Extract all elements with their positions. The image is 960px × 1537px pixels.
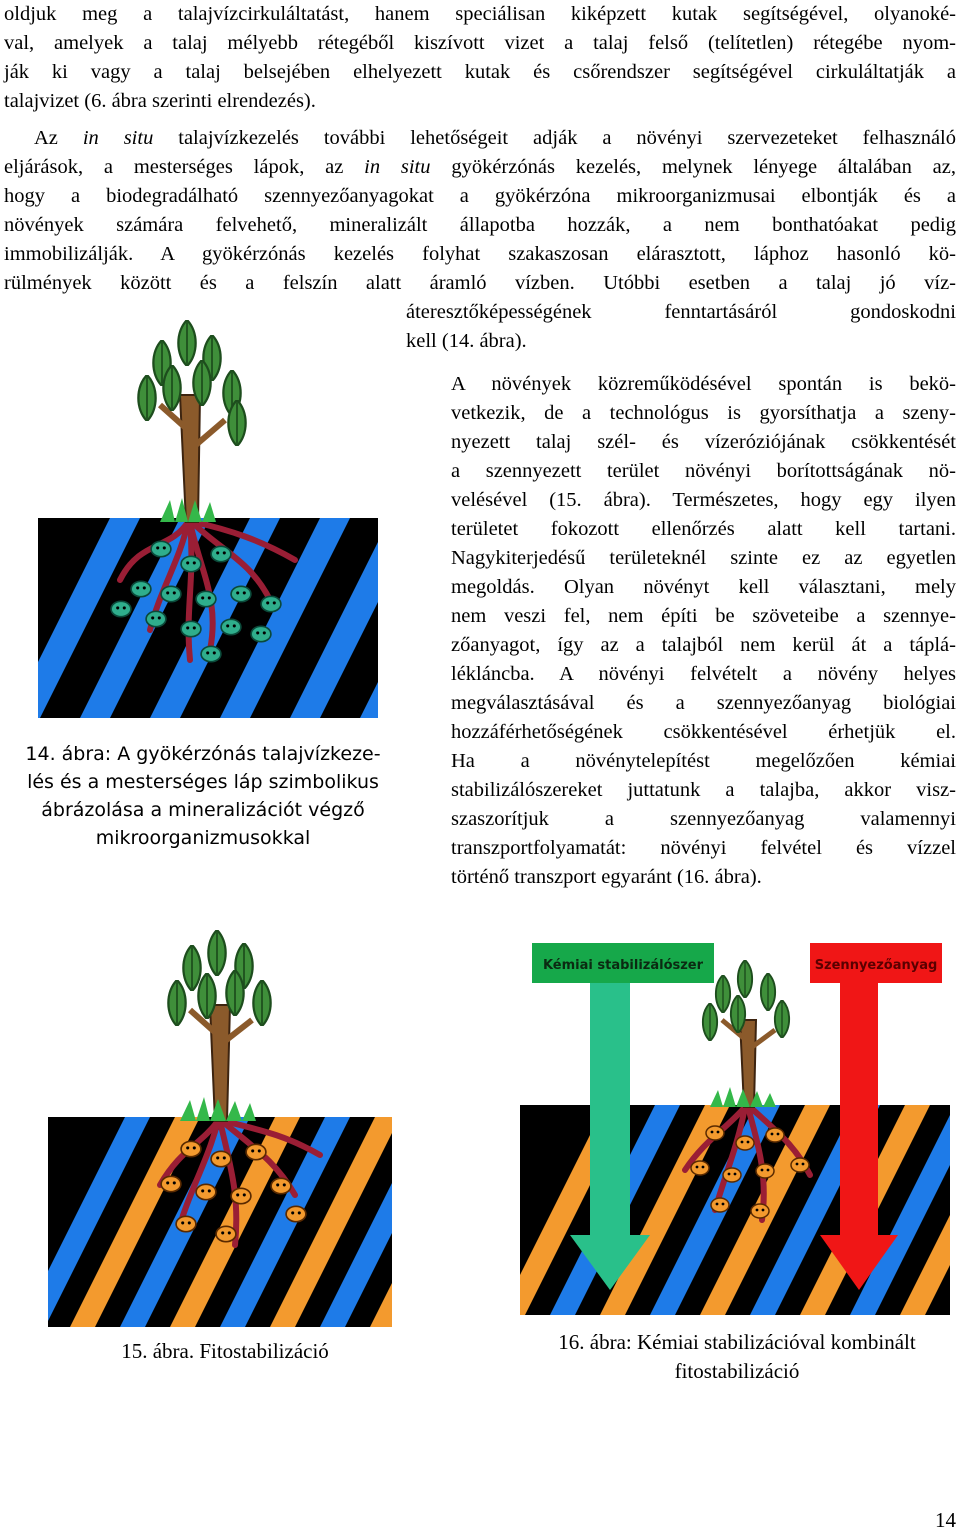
text-line: történő transzport egyaránt (16. ábra). (451, 866, 762, 888)
italic-term: in situ (364, 156, 431, 178)
text-line: velésével (15. ábra). Természetes, hogy egy ilyen (451, 489, 956, 511)
figure-14-caption (4, 740, 402, 852)
text-line: hogy a biodegradálható szennyezőanyagokat a gyökérzóna mikroorganizmusai elbontják és a (4, 185, 956, 207)
text-line: ják ki vagy a talaj belsejében elhelyezett kutak és csőrendszer segítségével cirkuláltatják a (4, 61, 956, 83)
caption-line: fitostabilizáció (674, 1359, 800, 1383)
figure-15-illustration (40, 925, 400, 1335)
text-line: hozzáférhetőségének csökkentésével érhetjük el. (451, 721, 956, 743)
text-run: talajvízkezelés további lehetőségeit adják a növényi szervezeteket felhasználó (153, 127, 956, 149)
text-line: A növények közreműködésével spontán is bekö- (451, 373, 956, 395)
paragraph-3 (451, 370, 956, 892)
figure-15 (40, 925, 400, 1335)
text-line (4, 153, 956, 182)
text-line: áteresztőképességének fenntartásáról gondoskodni (406, 301, 956, 323)
text-line: nem veszi fel, nem építi be szöveteibe a szennye- (451, 605, 956, 627)
text-line: megoldás. Olyan növényt kell választani, mely (451, 576, 956, 598)
text-line: immobilizálják. A gyökérzónás kezelés folyhat szakaszosan elárasztott, láphoz hasonló kö- (4, 243, 956, 265)
text-line (4, 124, 956, 153)
text-line: stabilizálószereket juttatunk a talajba, akkor visz- (451, 779, 956, 801)
text-line: transzportfolyamatát: növényi felvétel és vízzel (451, 837, 956, 859)
paragraph-2-tail (406, 298, 956, 356)
text-line: szaszorítjuk a szennyezőanyag valamennyi (451, 808, 956, 830)
page-number: 14 (935, 1508, 956, 1532)
caption-line: lés és a mesterséges láp szimbolikus (27, 771, 379, 793)
text-line: kell (14. ábra). (406, 330, 527, 352)
text-line: területet fokozott ellenőrzés alatt kell tartani. (451, 518, 956, 540)
paragraph-2 (4, 124, 956, 298)
text-line: növények számára felvehető, mineralizált állapotba hozzák, a nem bonthatóakat pedig (4, 214, 956, 236)
figure-14-illustration (10, 300, 390, 725)
figure-14 (10, 300, 390, 725)
text-line: nyezett talaj szél- és vízeróziójának csökkentését (451, 431, 956, 453)
text-line: megválasztásával és a szennyezőanyag biológiai (451, 692, 956, 714)
text-line: Nagykiterjedésű területeknél szinte ez az egyetlen (451, 547, 956, 569)
text-line: rülmények között és a felszín alatt áramló vízben. Utóbbi esetben a talaj jó víz- (4, 272, 956, 294)
caption-line: 15. ábra. Fitostabilizáció (121, 1339, 329, 1363)
label-red: Szennyezőanyag (814, 958, 938, 973)
text-line: lékláncba. A növényi felvételt a növény helyes (451, 663, 956, 685)
text-line: a szennyezett terület növényi borítottságának nö- (451, 460, 956, 482)
text-line: oldjuk meg a talajvízcirkuláltatást, hanem speciálisan kiképzett kutak segítségével, olyanoké- (4, 3, 956, 25)
italic-term: in situ (82, 127, 154, 149)
text-line: vetkezik, de a technológus is gyorsíthatja a szeny- (451, 402, 956, 424)
figure-16-caption (512, 1328, 960, 1386)
text-run: Az (34, 127, 83, 149)
text-run: gyökérzónás kezelés, melynek lényege általában az, (430, 156, 956, 178)
figure-16-illustration (500, 935, 960, 1320)
caption-line: 16. ábra: Kémiai stabilizációval kombinált (558, 1330, 916, 1354)
text-line: Ha a növénytelepítést megelőzően kémiai (451, 750, 956, 772)
text-run: eljárások, a mesterséges lápok, az (4, 156, 365, 178)
label-green: Kémiai stabilizálószer (542, 958, 704, 973)
figure-16 (500, 935, 960, 1320)
figure-15-caption (60, 1337, 390, 1366)
caption-line: mikroorganizmusokkal (95, 827, 311, 849)
text-line: zőanyagot, így az a talajból nem kerül át a táplá- (451, 634, 956, 656)
caption-line: ábrázolása a mineralizációt végző (41, 799, 365, 821)
text-line: val, amelyek a talaj mélyebb rétegéből kiszívott vizet a talaj felső (telítetlen) rétegébe nyom- (4, 32, 956, 54)
paragraph-1 (4, 0, 956, 116)
caption-line: 14. ábra: A gyökérzónás talajvízkeze- (25, 743, 381, 765)
text-line: talajvizet (6. ábra szerinti elrendezés). (4, 90, 316, 112)
